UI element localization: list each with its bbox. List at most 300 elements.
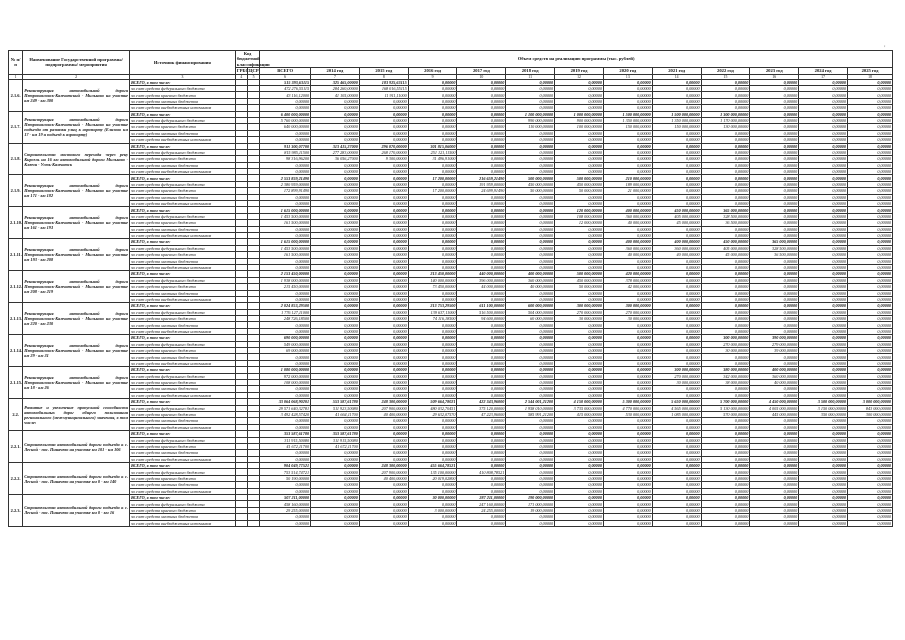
value-year: 450 000,00000 — [701, 239, 750, 245]
value-total: 0,00000 — [260, 162, 311, 168]
value-year: 0,00000 — [603, 501, 652, 507]
value-year: 0,00000 — [701, 194, 750, 200]
value-year: 0,00000 — [408, 252, 457, 258]
value-year: 0,00000 — [750, 482, 799, 488]
value-year: 0,00000 — [750, 520, 799, 526]
value-year: 0,00000 — [359, 424, 408, 430]
value-year: 0,00000 — [457, 373, 506, 379]
value-year: 0,00000 — [408, 354, 457, 360]
value-year: 0,00000 — [555, 341, 604, 347]
value-year: 0,00000 — [359, 328, 408, 334]
value-year: 0,00000 — [750, 201, 799, 207]
value-year: 0,00000 — [652, 156, 701, 162]
funding-source: за счет средств внебюджетных источников — [130, 360, 236, 366]
value-year: 0,00000 — [408, 258, 457, 264]
value-year: 0,00000 — [457, 130, 506, 136]
value-year: 0,00000 — [457, 520, 506, 526]
col-index: 16 — [750, 74, 799, 79]
value-year: 0,00000 — [408, 501, 457, 507]
value-year: 0,00000 — [555, 258, 604, 264]
value-year: 0,00000 — [799, 143, 848, 149]
value-year: 0,00000 — [408, 322, 457, 328]
value-year: 0,00000 — [457, 207, 506, 213]
value-year: 0,00000 — [701, 290, 750, 296]
value-year: 0,00000 — [506, 392, 555, 398]
value-total: 248 726,18500 — [260, 316, 311, 322]
value-year: 0,00000 — [506, 207, 555, 213]
funding-source: за счет средств краевого бюджета — [130, 124, 236, 130]
funding-source: за счет средств краевого бюджета — [130, 156, 236, 162]
value-year: 0,00000 — [750, 507, 799, 513]
value-year: 0,00000 — [652, 137, 701, 143]
value-year: 0,00000 — [408, 239, 457, 245]
year-header: 2021 год — [652, 68, 701, 74]
funding-source: за счет средств федерального бюджета — [130, 341, 236, 347]
value-year: 0,00000 — [359, 379, 408, 385]
value-year: 0,00000 — [750, 328, 799, 334]
value-year: 3 000,00000 — [408, 507, 457, 513]
value-year: 516 500,00000 — [457, 309, 506, 315]
value-year: 0,00000 — [603, 482, 652, 488]
value-year: 42 000,00000 — [603, 284, 652, 290]
value-year: 500 000,00000 — [506, 175, 555, 181]
value-year: 0,00000 — [311, 239, 360, 245]
value-total: 0,00000 — [260, 520, 311, 526]
value-year: 0,00000 — [799, 245, 848, 251]
funding-source: за счет средств внебюджетных источников — [130, 424, 236, 430]
value-year: 0,00000 — [506, 443, 555, 449]
value-year: 0,00000 — [408, 437, 457, 443]
value-year: 0,00000 — [457, 137, 506, 143]
value-year: 0,00000 — [847, 277, 892, 283]
value-total: 904 049,77521 — [260, 463, 311, 469]
value-year: 0,00000 — [457, 450, 506, 456]
value-year: 0,00000 — [652, 418, 701, 424]
value-year: 0,00000 — [359, 392, 408, 398]
year-header: 2024 год — [799, 68, 848, 74]
value-year: 1 300 000,00000 — [701, 111, 750, 117]
value-year: 0,00000 — [359, 271, 408, 277]
value-year: 0,00000 — [799, 507, 848, 513]
value-year: 0,00000 — [555, 98, 604, 104]
value-year: 135 100,00000 — [408, 469, 457, 475]
value-year: 0,00000 — [750, 149, 799, 155]
funding-source: за счет средств краевого бюджета — [130, 220, 236, 226]
value-year: 0,00000 — [359, 348, 408, 354]
value-year: 0,00000 — [555, 290, 604, 296]
value-year: 0,00000 — [555, 463, 604, 469]
value-year: 0,00000 — [652, 482, 701, 488]
value-year: 450 000,00000 — [555, 277, 604, 283]
value-year: 585 991,21200 — [506, 411, 555, 417]
value-year: 0,00000 — [359, 213, 408, 219]
value-year: 0,00000 — [847, 92, 892, 98]
funding-source: за счет средств федерального бюджета — [130, 245, 236, 251]
value-total: 507 211,00000 — [260, 495, 311, 501]
value-year: 0,00000 — [652, 188, 701, 194]
value-year: 0,00000 — [555, 360, 604, 366]
value-year: 0,00000 — [847, 188, 892, 194]
value-year: 110 000,00000 — [506, 124, 555, 130]
item-name: Развитие и увеличение пропускной способности автомобильных дорог общего пользования регионального (межмуниципального) значения, в том числе: — [23, 399, 130, 431]
value-year: 0,00000 — [799, 124, 848, 130]
value-total: 0,00000 — [260, 226, 311, 232]
value-year: 94 600,00000 — [457, 316, 506, 322]
value-year: 0,00000 — [847, 98, 892, 104]
value-year: 0,00000 — [359, 290, 408, 296]
value-year: 0,00000 — [408, 482, 457, 488]
value-year: 0,00000 — [603, 514, 652, 520]
value-year: 0,00000 — [701, 450, 750, 456]
value-year: 0,00000 — [359, 373, 408, 379]
value-total: 1 080 000,00000 — [260, 367, 311, 373]
value-year: 0,00000 — [555, 386, 604, 392]
year-header: 2020 год — [603, 68, 652, 74]
value-year: 270 000,00000 — [652, 373, 701, 379]
value-year: 248 300,00000 — [359, 399, 408, 405]
value-year: 0,00000 — [408, 450, 457, 456]
funding-source: ВСЕГО, в том числе: — [130, 111, 236, 117]
value-year: 0,00000 — [457, 360, 506, 366]
value-total: 472 276,55115 — [260, 86, 311, 92]
value-year: 0,00000 — [555, 367, 604, 373]
value-year: 139 637,11000 — [408, 309, 457, 315]
value-year: 0,00000 — [847, 514, 892, 520]
item-number: 2.1.13. — [9, 303, 23, 335]
value-total: 0,00000 — [260, 264, 311, 270]
funding-source: за счет средств федерального бюджета — [130, 309, 236, 315]
value-year: 0,00000 — [799, 207, 848, 213]
value-year: 0,00000 — [847, 143, 892, 149]
value-year: 0,00000 — [555, 105, 604, 111]
value-year: 0,00000 — [311, 201, 360, 207]
value-year: 0,00000 — [799, 335, 848, 341]
value-year: 0,00000 — [750, 105, 799, 111]
funding-source: за счет средств краевого бюджета — [130, 443, 236, 449]
value-year: 0,00000 — [652, 463, 701, 469]
value-year: 0,00000 — [506, 450, 555, 456]
value-total: 972 000,00000 — [260, 373, 311, 379]
value-year: 0,00000 — [555, 379, 604, 385]
value-year: 0,00000 — [457, 169, 506, 175]
value-year: 0,00000 — [652, 233, 701, 239]
value-year: 0,00000 — [750, 303, 799, 309]
value-year: 0,00000 — [311, 105, 360, 111]
value-year: 0,00000 — [750, 143, 799, 149]
value-year: 1 170 000,00000 — [701, 117, 750, 123]
value-year: 130 000,00000 — [701, 124, 750, 130]
value-year: 0,00000 — [847, 252, 892, 258]
value-year: 0,00000 — [408, 207, 457, 213]
value-total: 172 899,91490 — [260, 188, 311, 194]
value-year: 0,00000 — [555, 130, 604, 136]
value-year: 0,00000 — [750, 463, 799, 469]
value-year: 0,00000 — [603, 105, 652, 111]
value-year: 0,00000 — [847, 316, 892, 322]
value-year: 189 000,00000 — [603, 181, 652, 187]
value-year: 277 283,00000 — [311, 149, 360, 155]
value-year: 0,00000 — [701, 258, 750, 264]
value-year: 248 300,00000 — [359, 463, 408, 469]
value-year: 0,00000 — [701, 175, 750, 181]
value-year: 0,00000 — [847, 475, 892, 481]
col-source: Источник финансирования — [130, 51, 236, 75]
value-year: 0,00000 — [506, 328, 555, 334]
value-year: 0,00000 — [847, 348, 892, 354]
value-year: 410 808,78521 — [457, 469, 506, 475]
value-year: 0,00000 — [799, 520, 848, 526]
value-year: 0,00000 — [750, 207, 799, 213]
value-year: 0,00000 — [652, 79, 701, 85]
value-year: 415 000,00000 — [555, 411, 604, 417]
value-year: 0,00000 — [847, 194, 892, 200]
value-year: 0,00000 — [359, 284, 408, 290]
value-year: 0,00000 — [359, 175, 408, 181]
value-year: 0,00000 — [799, 488, 848, 494]
value-year: 0,00000 — [652, 341, 701, 347]
value-year: 0,00000 — [799, 98, 848, 104]
value-year: 0,00000 — [555, 169, 604, 175]
value-year: 19 000,00000 — [506, 507, 555, 513]
value-year: 0,00000 — [506, 130, 555, 136]
value-year: 500 000,00000 — [555, 271, 604, 277]
value-total: 0,00000 — [260, 456, 311, 462]
value-year: 0,00000 — [506, 149, 555, 155]
value-year: 4 150 000,00000 — [555, 399, 604, 405]
value-year: 1 350 000,00000 — [603, 117, 652, 123]
value-year: 0,00000 — [311, 418, 360, 424]
value-year: 0,00000 — [506, 258, 555, 264]
value-year: 0,00000 — [603, 328, 652, 334]
value-year: 247 160,00000 — [457, 501, 506, 507]
value-year: 0,00000 — [701, 354, 750, 360]
col-index: 2 — [23, 74, 130, 79]
value-year: 0,00000 — [799, 469, 848, 475]
value-year: 0,00000 — [652, 501, 701, 507]
value-year: 0,00000 — [408, 373, 457, 379]
value-year: 0,00000 — [701, 418, 750, 424]
value-year: 400 000,00000 — [506, 271, 555, 277]
value-year: 0,00000 — [408, 392, 457, 398]
value-year: 0,00000 — [457, 124, 506, 130]
value-total: 108 000,00000 — [260, 379, 311, 385]
item-name: Реконструкция автомобильной дороги Петропавловск-Камчатский - Мильково на участке км 220 - км 230 — [23, 303, 130, 335]
col-index: 1 — [9, 74, 23, 79]
value-year: 0,00000 — [652, 475, 701, 481]
year-header: 2014 год — [311, 68, 360, 74]
value-year: 0,00000 — [555, 348, 604, 354]
value-year: 150 000,00000 — [603, 124, 652, 130]
value-year: 0,00000 — [457, 220, 506, 226]
value-year: 0,00000 — [799, 233, 848, 239]
value-year: 0,00000 — [750, 92, 799, 98]
value-year: 0,00000 — [359, 162, 408, 168]
value-year: 0,00000 — [847, 354, 892, 360]
value-year: 0,00000 — [701, 303, 750, 309]
value-year: 0,00000 — [555, 79, 604, 85]
item-number: 2.1.14. — [9, 335, 23, 367]
funding-source: за счет средств местных бюджетов — [130, 226, 236, 232]
value-year: 450 000,00000 — [555, 181, 604, 187]
year-header: 2022 год — [701, 68, 750, 74]
table-body — [9, 79, 893, 526]
value-year: 0,00000 — [652, 258, 701, 264]
value-year: 0,00000 — [701, 86, 750, 92]
value-year: 45 000,00000 — [701, 252, 750, 258]
value-year: 50 000,00000 — [555, 188, 604, 194]
value-year: 380 000,00000 — [701, 367, 750, 373]
value-year: 0,00000 — [359, 309, 408, 315]
value-year: 0,00000 — [603, 169, 652, 175]
value-year: 0,00000 — [799, 162, 848, 168]
value-year: 1 500 000,00000 — [603, 111, 652, 117]
value-year: 1 350 000,00000 — [652, 117, 701, 123]
value-year: 0,00000 — [457, 105, 506, 111]
item-name: Строительство автомобильной дороги подъезда к с. Лесной - пос. Пиначево на участке км 101 - км 106 — [23, 431, 130, 463]
value-year: 0,00000 — [799, 92, 848, 98]
col-code: Код бюджетной классификации — [236, 51, 270, 67]
value-year: 0,00000 — [701, 181, 750, 187]
funding-source: за счет средств местных бюджетов — [130, 98, 236, 104]
value-year: 0,00000 — [457, 328, 506, 334]
value-year: 40 400,00000 — [359, 475, 408, 481]
value-year: 0,00000 — [799, 463, 848, 469]
value-year: 400 000,00000 — [750, 367, 799, 373]
value-year: 0,00000 — [506, 290, 555, 296]
value-year: 0,00000 — [555, 488, 604, 494]
value-year: 0,00000 — [457, 379, 506, 385]
value-year: 0,00000 — [408, 117, 457, 123]
value-year: 0,00000 — [555, 264, 604, 270]
value-year: 0,00000 — [359, 501, 408, 507]
value-year: 0,00000 — [652, 201, 701, 207]
value-year: 480 032,70451 — [408, 405, 457, 411]
value-year: 0,00000 — [750, 450, 799, 456]
value-year: 0,00000 — [457, 290, 506, 296]
value-year: 0,00000 — [847, 431, 892, 437]
value-year: 0,00000 — [701, 296, 750, 302]
value-year: 268 170,00000 — [359, 149, 408, 155]
funding-source: ВСЕГО, в том числе: — [130, 335, 236, 341]
funding-source: ВСЕГО, в том числе: — [130, 239, 236, 245]
value-year: 0,00000 — [652, 130, 701, 136]
value-year: 0,00000 — [799, 418, 848, 424]
value-total: 549 000,00000 — [260, 341, 311, 347]
value-year: 0,00000 — [311, 220, 360, 226]
value-year: 360 000,00000 — [652, 245, 701, 251]
value-year: 843 000,00000 — [847, 405, 892, 411]
value-year: 0,00000 — [311, 367, 360, 373]
value-year: 0,00000 — [555, 373, 604, 379]
col-index: 18 — [847, 74, 892, 79]
value-year: 30 000,00000 — [603, 316, 652, 322]
value-year: 0,00000 — [408, 348, 457, 354]
value-year: 40 000,00000 — [750, 379, 799, 385]
value-year: 0,00000 — [847, 233, 892, 239]
value-year: 0,00000 — [652, 284, 701, 290]
value-year: 0,00000 — [359, 245, 408, 251]
value-total: 33 064 068,90201 — [260, 399, 311, 405]
value-year: 0,00000 — [847, 456, 892, 462]
value-year: 0,00000 — [359, 507, 408, 513]
value-year: 0,00000 — [555, 239, 604, 245]
value-year: 0,00000 — [603, 137, 652, 143]
value-year: 0,00000 — [750, 418, 799, 424]
value-year: 0,00000 — [311, 277, 360, 283]
value-year: 0,00000 — [799, 341, 848, 347]
value-total: 50 190,00000 — [260, 475, 311, 481]
value-year: 0,00000 — [652, 456, 701, 462]
value-year: 4 450 000,00000 — [750, 399, 799, 405]
value-year: 0,00000 — [799, 201, 848, 207]
value-year: 0,00000 — [799, 431, 848, 437]
value-year: 3 150 000,00000 — [799, 405, 848, 411]
value-year: 360 000,00000 — [506, 277, 555, 283]
value-year: 0,00000 — [847, 482, 892, 488]
funding-source: за счет средств местных бюджетов — [130, 130, 236, 136]
value-year: 0,00000 — [603, 322, 652, 328]
value-year: 0,00000 — [701, 233, 750, 239]
col-index: 11 — [506, 74, 555, 79]
value-year: 0,00000 — [603, 367, 652, 373]
value-year: 0,00000 — [359, 137, 408, 143]
value-year: 0,00000 — [359, 105, 408, 111]
value-total: 0,00000 — [260, 328, 311, 334]
value-year: 0,00000 — [408, 137, 457, 143]
funding-source: за счет средств федерального бюджета — [130, 117, 236, 123]
value-year: 0,00000 — [311, 450, 360, 456]
value-year: 0,00000 — [799, 213, 848, 219]
value-year: 0,00000 — [457, 335, 506, 341]
value-year: 0,00000 — [603, 456, 652, 462]
value-year: 360 000,00000 — [603, 245, 652, 251]
value-total: 1 776 127,11000 — [260, 309, 311, 315]
value-year: 342 000,00000 — [701, 373, 750, 379]
value-year: 0,00000 — [408, 443, 457, 449]
item-name: Строительство автомобильной дороги подъезда к с. Лесной - пос. Пиначево на участке км 0 - км 140 — [23, 463, 130, 495]
funding-source: за счет средств местных бюджетов — [130, 354, 236, 360]
value-year: 0,00000 — [652, 92, 701, 98]
value-year: 0,00000 — [457, 194, 506, 200]
value-year: 0,00000 — [750, 169, 799, 175]
item-name: Реконструкция автомобильной дороги Петропавловск-Камчатский - Мильково на участке км 161 - км 193 — [23, 207, 130, 239]
value-year: 0,00000 — [506, 322, 555, 328]
value-total: 0,00000 — [260, 233, 311, 239]
value-year: 0,00000 — [359, 367, 408, 373]
item-name: Строительство автомобильной дороги подъезда к с. Лесной - пос. Пиначево на участке км 0 - км 16 — [23, 495, 130, 527]
value-year: 0,00000 — [408, 194, 457, 200]
value-year: 504 000,00000 — [506, 309, 555, 315]
value-year: 0,00000 — [311, 213, 360, 219]
value-year: 0,00000 — [359, 386, 408, 392]
value-year: 1 500 000,00000 — [652, 111, 701, 117]
value-year: 0,00000 — [701, 501, 750, 507]
value-year: 0,00000 — [799, 322, 848, 328]
value-year: 0,00000 — [799, 495, 848, 501]
value-year: 0,00000 — [506, 520, 555, 526]
value-year: 0,00000 — [359, 181, 408, 187]
value-year: 0,00000 — [750, 284, 799, 290]
value-year: 24 699,91490 — [457, 188, 506, 194]
value-year: 0,00000 — [359, 488, 408, 494]
value-year: 0,00000 — [311, 188, 360, 194]
value-year: 0,00000 — [506, 239, 555, 245]
value-year: 0,00000 — [506, 201, 555, 207]
value-year: 0,00000 — [359, 437, 408, 443]
value-year: 0,00000 — [359, 130, 408, 136]
value-year: 570 000,00000 — [701, 411, 750, 417]
value-year: 47 223,96000 — [457, 411, 506, 417]
